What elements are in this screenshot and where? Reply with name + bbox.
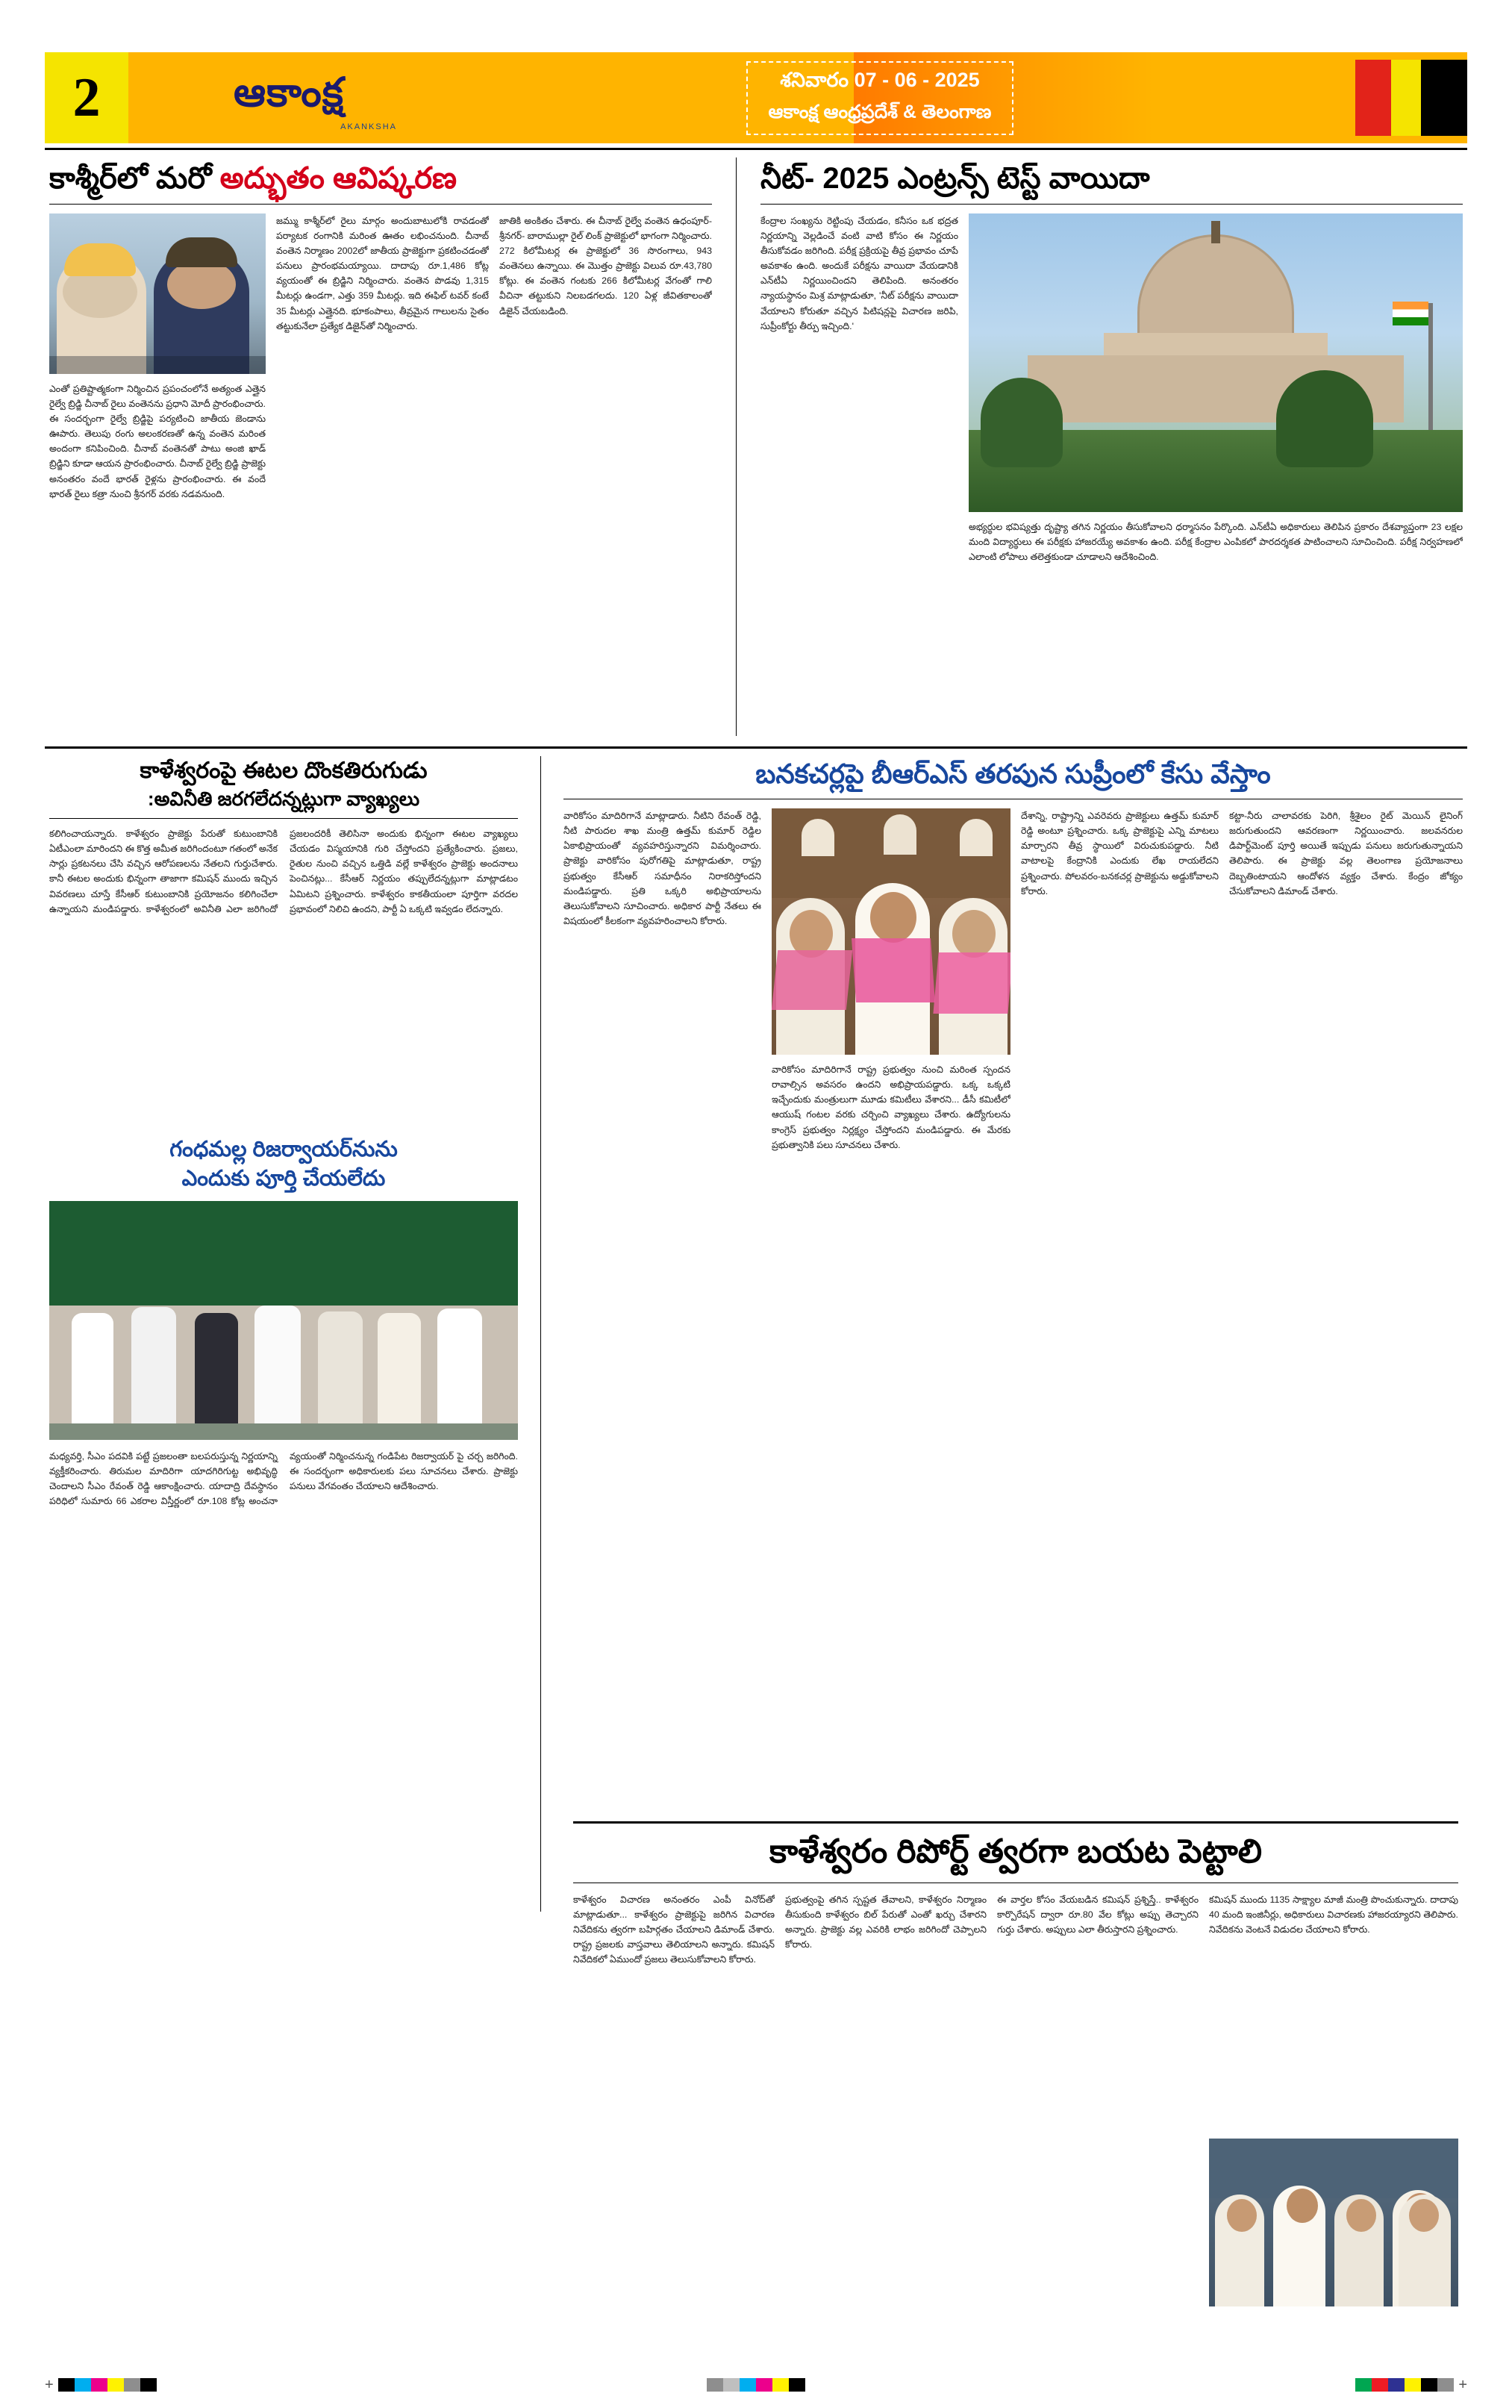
newspaper-page — [45, 52, 1467, 2356]
kashmir-col3: జాతికి అంకితం చేశారు. ఈ చీనాబ్ రైల్వే వంతెన ఉధంపూర్- శ్రీనగర్- బారాముల్లా రైల్ లింక్ ప్రాజెక్టులో భాగంగా నిర్మించారు. 272 కిలోమీటర్ల ఈ ప్రాజెక్టులో 36 సొరంగాలు, 943 వంతెనలు ఉన్నాయి. ఈ మొత్తం ప్రాజెక్టు విలువ రూ.43,780 కోట్లు. ఈ వంతెన గంటకు 266 కిలోమీటర్ల వేగంతో గాలి వీచినా తట్టుకుని నిలబడగలదు. 120 ఏళ్ల జీవితకాలంతో డిజైన్ చేయబడింది. — [499, 216, 712, 316]
registration-mark-right: + — [1458, 2376, 1467, 2393]
banakacherla-col3: దేశాన్ని, రాష్ట్రాన్ని ఎవరెవరు ప్రాజెక్టులు ఉత్తమ్ కుమార్ రెడ్డి అంటూ ప్రశ్నించారు. ఒక్క ప్రాజెక్టుపై ఎన్ని మాటలు మార్చారని తీవ్ర స్థాయిలో విరుచుకుపడ్డారు. నీటి వాటాలపై కేంద్రానికి ఎందుకు లేఖ రాయలేదని ప్రశ్నించారు. పోలవరం-బనకచర్ల ప్రాజెక్టును అడ్డుకోవాలని కోరారు. — [1021, 811, 1219, 896]
kashmir-headline — [49, 160, 712, 196]
report-col1: కాళేశ్వరం విచారణ అనంతరం ఎంపీ వినోద్‌తో మాట్లాడుతూ... కాళేశ్వరం ప్రాజెక్టుపై జరిగిన విచారణ నివేదికను త్వరగా బహిర్గతం చేయాలని డిమాండ్ చేశారు. రాష్ట్ర ప్రజలకు వాస్తవాలు తెలియాలని అన్నారు. కమిషన్ నివేదికలో ఏముందో ప్రజలు తెలుసుకోవాలని కోరారు. — [573, 1894, 775, 1965]
masthead-flag-stripes — [1310, 52, 1467, 143]
cmyk-swatches-left — [58, 2378, 157, 2392]
article-neet — [747, 150, 1467, 743]
kashmir-headline-part1: కాశ్మీర్‌లో మరో — [49, 162, 220, 195]
kaleshwaram-headline-1: కాళేశ్వరంపై ఈటల దొంకతిరుగుడు — [140, 758, 428, 783]
banakacherla-col1: వారికోసం మాదిరిగానే మాట్లాడారు. నీటిని రేవంత్ రెడ్డి, నీటి పారుదల శాఖ మంత్రి ఉత్తమ్ కుమార్ రెడ్డిల ఏకాభిప్రాయంతో వ్యవహరిస్తున్నారని విమర్శించారు. ప్రాజెక్టు వారికోసం పురోగతిపై మాట్లాడుతూ, రాష్ట్ర ప్రభుత్వం కేసీఆర్ సమాధీనం నిరాకరిస్తోందని మండిపడ్డారు. ప్రతి ఒక్కరి అభిప్రాయాలను తెలుసుకోవాలని సూచించారు. అధికార పార్టీ నేతలు ఈ విషయంలో కీలకంగా వ్యవహరించాలని కోరారు. — [563, 811, 761, 926]
masthead — [45, 52, 1467, 143]
kaleshwaram-body: కలిగించాయన్నారు. కాళేశ్వరం ప్రాజెక్టు పేరుతో కుటుంబానికి ఏటీఎంలా మారిందని ఈ కొత్త అమీత జరిగిందంటూ గతంలో అనేక సార్లు ప్రకటనలు చేసి వచ్చిన ఆరోపణలను నేతలని గుర్తుచేశారు. కానీ ఈటల అందుకు భిన్నంగా తాజాగా కమిషన్ ముందు ఇచ్చిన వివరణలు చూస్తే కేసీఆర్ కుటుంబానికి ప్రయోజనం కలిగించేలా ఉన్నాయని మండిపడ్డారు. కాళేశ్వరంలో అవినీతి ఎలా జరిగిందో ప్రజలందరికీ తెలిసినా అందుకు భిన్నంగా ఈటల వ్యాఖ్యలు చేయడం విస్మయానికి గురి చేస్తోందని ప్రత్యేకించారు. ప్రజలు, రైతుల నుంచి వచ్చిన ఒత్తిడి వల్లే కాళేశ్వరం ప్రాజెక్టు అందనాలు పెంచినట్లు... కేసీఆర్ నిర్ణయం తప్పులేదన్నట్లుగా మాట్లాడటం ఏమిటని ప్రశ్నించారు. కాళేశ్వరం కాకతీయంలా పూర్తిగా వరదల ప్రభావంలో నిలిచి ఉందని, పార్టీ ఏ ఒక్కటి ఇవ్వడం లేదన్నారు. — [49, 829, 518, 914]
gandhamalla-headline-2: ఎందుకు పూర్తి చేయలేదు — [181, 1166, 386, 1191]
kaleshwaram-headline-2: :అవినీతి జరగలేదన్నట్లుగా వ్యాఖ్యలు — [147, 787, 420, 810]
masthead-date-area — [449, 52, 1310, 143]
middle-section — [45, 749, 1467, 1919]
neet-headline: నీట్- 2025 ఎంట్రన్స్ టెస్ట్ వాయిదా — [760, 162, 1150, 195]
top-section — [45, 150, 1467, 743]
logo-text: ఆకాంక్ష — [234, 70, 344, 115]
supreme-court-photo — [969, 213, 1463, 512]
report-col3: ఈ వార్తల కోసం వేయబడిన కమిషన్ ప్రశ్నిస్తే.. కాళేశ్వరం కార్పొరేషన్ ద్వారా రూ.80 వేల కోట్లు అప్పు తెచ్చారని గుర్తు చేశారు. అప్పులు ఎలా తీరుస్తారని ప్రశ్నించారు. — [997, 1894, 1199, 1935]
neet-col2: అభ్యర్థుల భవిష్యత్తు దృష్ట్యా తగిన నిర్ణయం తీసుకోవాలని ధర్మాసనం పేర్కొంది. ఎన్‌టీఏ అధికారులు తెలిపిన ప్రకారం దేశవ్యాప్తంగా 23 లక్షల మంది విద్యార్థులు ఈ పరీక్షకు హాజరయ్యే అవకాశం ఉంది. పరీక్ష కేంద్రాల ఎంపికలో పారదర్శకత పాటించాలని సూచించింది. పరీక్ష నిర్వహణలో ఎలాంటి లోపాలు తలెత్తకుండా చూడాలని ఆదేశించింది. — [969, 522, 1463, 563]
banakacherla-col4: కట్టా-నీరు చాలావరకు పెరిగి, శ్రీశైలం రైట్ మెయిన్ లైనింగ్ జరుగుతుందని ఆవరణంగా నిర్ణయించారు. జలవనరుల డిపార్ట్‌మెంట్ పూర్తి అయితే ఇప్పుడు పనులు జరుగుతున్నాయని తెలిపారు. ఈ ప్రాజెక్టు వల్ల తెలంగాణ ప్రయోజనాలు దెబ్బతింటాయని ఆందోళన వ్యక్తం చేశారు. కేంద్రం జోక్యం చేసుకోవాలని డిమాండ్ చేశారు. — [1229, 811, 1463, 896]
banakacherla-headline: బనకచర్లపై బీఆర్ఎస్ తరపున సుప్రీంలో కేసు వేస్తాం — [755, 758, 1271, 789]
date-line: శనివారం 07 - 06 - 2025 — [780, 68, 980, 91]
brs-leaders-photo — [772, 808, 1010, 1055]
article-kaleshwaram — [45, 749, 530, 1919]
cmyk-swatches-right — [1355, 2378, 1454, 2392]
registration-mark-left: + — [45, 2376, 54, 2393]
gandhamalla-headline-1: గంధమల్ల రిజర్వాయర్‌నును — [169, 1138, 398, 1162]
banakacherla-col2: వారికోసం మాదిరిగానే రాష్ట్ర ప్రభుత్వం నుంచి మరింత స్పందన రావాల్సిన అవసరం ఉందని అభిప్రాయపడ్డారు. ఒక్క ఒక్కటి ఇచ్చేందుకు మంత్రులుగా మూడు కమిటీలు వేశారని... డీసీ కమిటీలో ఆయుష్ గంటల వరకు చర్చించి వ్యాఖ్యలు చేశారు. ఉద్యోగులను కాంగ్రెస్ ప్రభుత్వం నిర్లక్ష్యం చేస్తోందని మండిపడ్డారు. ఈ మేరకు ప్రభుత్వానికి పలు సూచనలు చేశారు. — [772, 1064, 1010, 1150]
cmyk-swatches-mid — [707, 2378, 805, 2392]
logo-subtext: AKANKSHA — [340, 122, 397, 131]
cmyk-registration-bar — [45, 2375, 1467, 2395]
bottom-section — [569, 1814, 1463, 2308]
gandhamalla-body: మధ్యవర్తి, సీఎం పదవికి పట్టే ప్రజలంతా బలపరుస్తున్న నిర్ణయాన్ని వ్యక్తీకరించారు. తిరుమల మాదిరిగా యాదగిరిగుట్ట అభివృద్ధి చెందాలని సీఎం రేవంత్ రెడ్డి ఆకాంక్షించారు. యాదాద్రి దేవస్థానం పరిధిలో సుమారు 66 ఎకరాల విస్తీర్ణంలో రూ.108 కోట్ల అంచనా వ్యయంతో నిర్మించనున్న గండిపేట రిజర్వాయర్ పై చర్చ జరిగింది. ఈ సందర్భంగా అధికారులకు పలు సూచనలు చేశారు. ప్రాజెక్టు పనులు వేగవంతం చేయాలని ఆదేశించారు. — [49, 1450, 518, 1507]
article-banakacherla — [552, 749, 1467, 1919]
neet-col1: కేంద్రాల సంఖ్యను రెట్టింపు చేయడం, కనీసం ఒక భద్రత నిర్ణయాన్ని వెల్లడించే వంటి వాటి కోసం ఈ నిర్ణయం తీసుకోవడం జరిగింది. పరీక్ష ప్రక్రియపై తీవ్ర ప్రభావం చూపే అవకాశం ఉంది. అందుకే పరీక్షను వాయిదా వేయడానికి ఎన్‌టీఏ నిర్ణయించిందని తెలిపింది. అనంతరం న్యాయస్థానం మిశ్ర మాట్లాడుతూ, 'నీట్ పరీక్షను వాయిదా వేయాలని కోరుతూ వచ్చిన పిటిషన్లపై విచారణ జరిపి, సుప్రీంకోర్టు తీర్పు ఇచ్చింది.' — [760, 216, 958, 331]
kashmir-col1: ఎంతో ప్రతిష్టాత్మకంగా నిర్మించిన ప్రపంచంలోనే అత్యంత ఎత్తైన రైల్వే బ్రిడ్జి చీనాబ్ రైలు వంతెనను ప్రధాని మోదీ ప్రారంభించారు. ఈ సందర్భంగా రైల్వే బ్రిడ్జిపై పర్యటించి జాతీయ జెండాను ఊపారు. తెలుపు రంగు అలంకరణతో ఉన్న వంతెన మరింత అందంగా కనిపించింది. చీనాబ్ వంతెనతో పాటు అంజి ఖాడ్ బ్రిడ్జిని కూడా ఆయన ప్రారంభించారు. చీనాబ్ రైల్వే బ్రిడ్జి ప్రాజెక్టు అనంతరం వందే భారత్ రైళ్లను ప్రారంభించారు. ఈ వందే భారత్ రైలు కత్రా నుంచి శ్రీనగర్ వరకు నడవనుంది. — [49, 384, 266, 499]
page-number: 2 — [45, 52, 128, 143]
publication-logo — [128, 52, 449, 143]
kashmir-headline-accent: అద్భుతం ఆవిష్కరణ — [219, 162, 457, 195]
report-col2: ప్రభుత్వంపై తగిన స్పష్టత తేవాలని, కాళేశ్వరం నిర్మాణం తీసుకుంది కాళేశ్వరం బిల్ పేరుతో ఎంతో ఖర్చు చేశారని అన్నారు. ప్రాజెక్టు వల్ల ఎవరికి లాభం జరిగిందో చెప్పాలని కోరారు. — [785, 1894, 987, 1950]
article-kashmir — [45, 150, 725, 743]
report-group-photo — [1209, 2139, 1458, 2306]
kashmir-col2: జమ్ము కాశ్మీర్‌లో రైలు మార్గం అందుబాటులోకి రావడంతో పర్యాటక రంగానికి మరింత ఊతం లభించనుంది. చీనాబ్ వంతెన నిర్మాణం 2002లో జాతీయ ప్రాజెక్టుగా ప్రకటించడంతో పనులు ప్రారంభమయ్యాయి. దాదాపు రూ.1,486 కోట్ల వ్యయంతో ఈ బ్రిడ్జిని నిర్మించారు. వంతెన పొడవు 1,315 మీటర్లు ఉండగా, ఎత్తు 359 మీటర్లు. ఇది ఈఫిల్ టవర్ కంటే 35 మీటర్లు ఎత్తైనది. భూకంపాలు, తీవ్రమైన గాలులను సైతం తట్టుకునేలా ప్రత్యేక డిజైన్‌తో నిర్మించారు. — [276, 216, 489, 331]
report-headline: కాళేశ్వరం రిపోర్ట్ త్వరగా బయట పెట్టాలి — [769, 1833, 1263, 1870]
edition-line: ఆకాంక్ష ఆంధ్రప్రదేశ్ & తెలంగాణ — [768, 101, 992, 122]
date-box — [746, 61, 1014, 135]
kashmir-photo — [49, 213, 266, 374]
gandhamalla-photo — [49, 1201, 518, 1440]
report-col4: కమిషన్ ముందు 1135 సాక్ష్యాల మాజీ మంత్రి పొంచుకున్నారు. దాదాపు 40 మంది ఇంజినీర్లు, అధికారులు విచారణకు హాజరయ్యారని తెలిపారు. నివేదికను వెంటనే విడుదల చేయాలని కోరారు. — [1209, 1894, 1458, 1935]
